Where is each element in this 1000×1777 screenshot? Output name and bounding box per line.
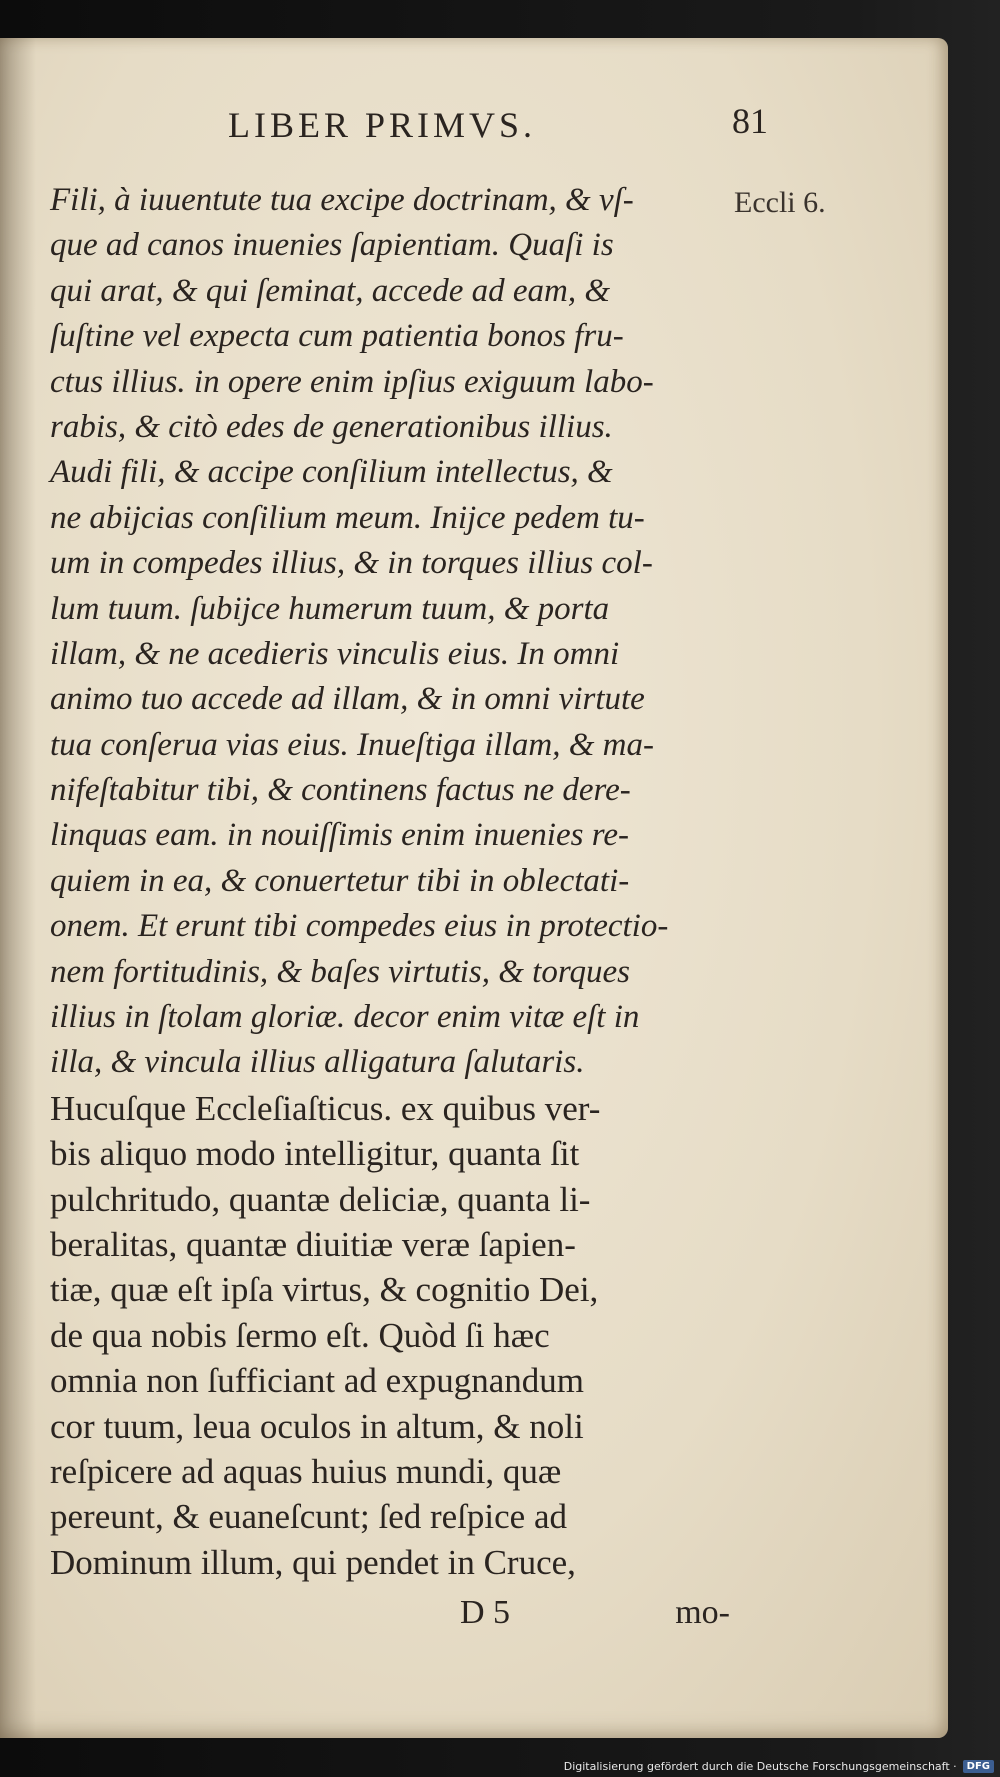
text-line: Dominum illum, qui pendet in Cruce, [50, 1542, 576, 1582]
text-line: quiem in ea, & conuertetur tibi in oblectati- [50, 862, 630, 899]
catchword: mo- [675, 1594, 730, 1631]
text-line: qui arat, & qui ſeminat, accede ad eam, & [50, 272, 610, 309]
text-line: ſuſtine vel expecta cum patientia bonos fru- [50, 318, 624, 355]
text-line: rabis, & citò edes de generationibus illius. [50, 408, 613, 445]
text-line: bis aliquo modo intelligitur, quanta ſit [50, 1134, 580, 1174]
text-line: pulchritudo, quantæ deliciæ, quanta li- [50, 1179, 591, 1219]
digitization-credit [564, 1760, 994, 1773]
page-number: 81 [732, 101, 768, 141]
text-line: um in compedes illius, & in torques illius col- [50, 545, 653, 582]
text-line: illius in ſtolam gloriæ. decor enim vitæ eſt in [50, 999, 640, 1036]
text-line: reſpicere ad aquas huius mundi, quæ [50, 1451, 562, 1491]
text-line: tua conſerua vias eius. Inueſtiga illam, & ma- [50, 726, 655, 763]
text-line: animo tuo accede ad illam, & in omni virtute [50, 681, 645, 718]
text-line: cor tuum, leua oculos in altum, & noli [50, 1406, 584, 1446]
catchline [460, 1594, 730, 1632]
text-line: de qua nobis ſermo eſt. Quòd ſi hæc [50, 1315, 550, 1355]
text-line: que ad canos inuenies ſapientiam. Quaſi is [50, 227, 614, 264]
text-line: Hucuſque Eccleſiaſticus. ex quibus ver- [50, 1088, 601, 1128]
text-line: Audi fili, & accipe conſilium intellectus, & [50, 454, 613, 491]
text-line: beralitas, quantæ diuitiæ veræ ſapien- [50, 1224, 576, 1264]
text-line: tiæ, quæ eſt ipſa virtus, & cognitio Dei, [50, 1270, 599, 1310]
margin-note: Eccli 6. [734, 186, 826, 219]
text-line: onem. Et erunt tibi compedes eius in protectio- [50, 908, 669, 945]
body-text [50, 178, 730, 1585]
text-line: ctus illius. in opere enim ipſius exiguum labo- [50, 363, 654, 400]
text-line: lum tuum. ſubijce humerum tuum, & porta [50, 590, 610, 627]
text-line: illa, & vincula illius alligatura ſalutaris. [50, 1044, 585, 1081]
text-line: pereunt, & euaneſcunt; ſed reſpice ad [50, 1497, 567, 1537]
dfg-logo: DFG [963, 1760, 994, 1773]
text-line: linquas eam. in nouiſſimis enim inuenies re- [50, 817, 629, 854]
text-line: Fili, à iuuentute tua excipe doctrinam, & vſ- [50, 182, 634, 218]
signature-mark: D 5 [460, 1594, 511, 1631]
text-line: nifeſtabitur tibi, & continens factus ne dere- [50, 772, 631, 809]
text-line: illam, & ne acedieris vinculis eius. In omni [50, 635, 620, 672]
running-title: LIBER PRIMVS. [228, 105, 537, 145]
text-line: ne abijcias conſilium meum. Inijce pedem tu- [50, 499, 645, 536]
credit-text: Digitalisierung gefördert durch die Deutsche Forschungsgemeinschaft · [563, 1760, 957, 1773]
text-line: nem fortitudinis, & baſes virtutis, & torques [50, 953, 630, 990]
book-page [0, 38, 948, 1738]
text-line: omnia non ſufficiant ad expugnandum [50, 1361, 584, 1401]
